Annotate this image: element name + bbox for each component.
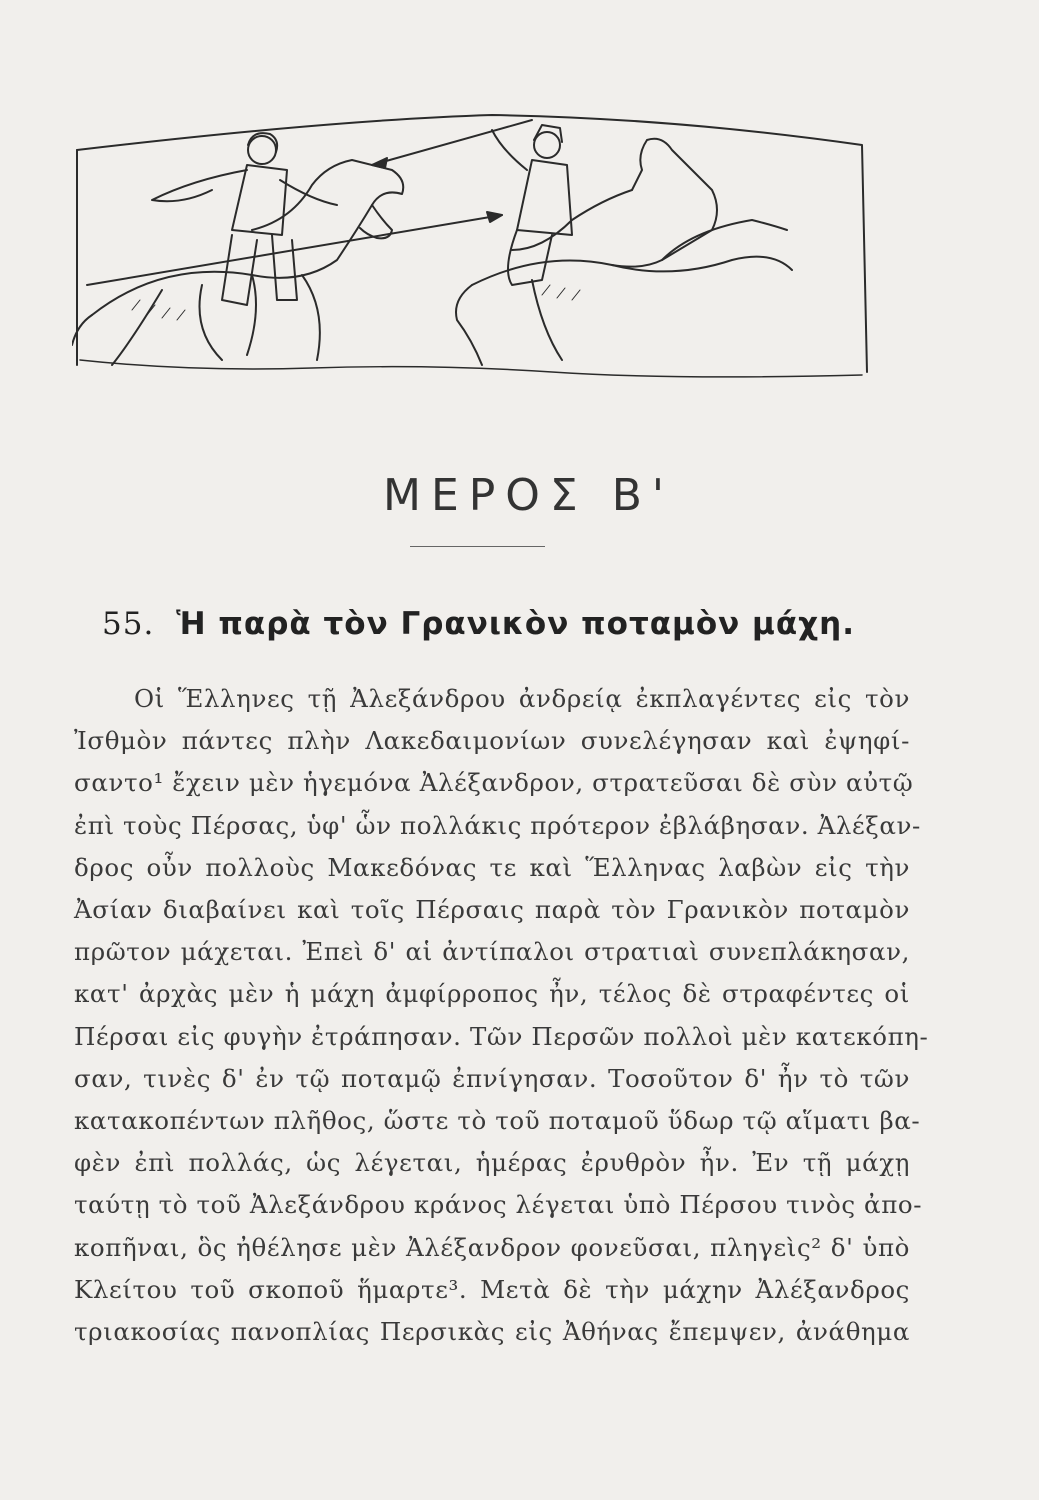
text-line: Πέρσαι εἰς φυγὴν ἐτράπησαν. Τῶν Περσῶν πολλοὶ μὲν κατεκόπη- — [74, 1021, 929, 1051]
text-line: Ἰσθμὸν πάντες πλὴν Λακεδαιμονίων συνελέγησαν καὶ ἐψηφί- — [74, 726, 910, 756]
text-line: ταύτῃ τὸ τοῦ Ἀλεξάνδρου κράνος λέγεται ὑπὸ Πέρσου τινὸς ἀπο- — [74, 1190, 923, 1220]
text-line: φὲν ἐπὶ πολλάς, ὡς λέγεται, ἡμέρας ἐρυθρὸν ἦν. Ἐν τῇ μάχῃ — [74, 1148, 910, 1178]
text-line: Κλείτου τοῦ σκοποῦ ἥμαρτε³. Μετὰ δὲ τὴν μάχην Ἀλέξανδρος — [74, 1274, 910, 1304]
text-line: τριακοσίας πανοπλίας Περσικὰς εἰς Ἀθήνας ἔπεμψεν, ἀνάθημα — [74, 1317, 910, 1347]
chapter-number: 55. — [102, 606, 155, 642]
part-heading: ΜΕΡΟΣ Β' — [383, 470, 674, 521]
text-line: σαντο¹ ἔχειν μὲν ἡγεμόνα Ἀλέξανδρον, στρατεῦσαι δὲ σὺν αὐτῷ — [74, 768, 914, 798]
chapter-heading — [102, 606, 902, 642]
text-line: κατακοπέντων πλῆθος, ὥστε τὸ τοῦ ποταμοῦ ὕδωρ τῷ αἵματι βα- — [74, 1106, 921, 1136]
body-text — [74, 678, 929, 1353]
text-line: κοπῆναι, ὃς ἠθέλησε μὲν Ἀλέξανδρον φονεῦσαι, πληγεὶς² δ' ὑπὸ — [74, 1232, 910, 1262]
battle-horsemen-icon — [72, 110, 872, 410]
text-line: πρῶτον μάχεται. Ἐπεὶ δ' αἱ ἀντίπαλοι στρατιαὶ συνεπλάκησαν, — [74, 937, 910, 967]
text-line: σαν, τινὲς δ' ἐν τῷ ποταμῷ ἐπνίγησαν. Τοσοῦτον δ' ἦν τὸ τῶν — [74, 1063, 910, 1093]
text-line: δρος οὖν πολλοὺς Μακεδόνας τε καὶ Ἕλληνας λαβὼν εἰς τὴν — [74, 852, 910, 882]
chapter-title: Ἡ παρὰ τὸν Γρανικὸν ποταμὸν μάχη. — [176, 606, 856, 642]
text-line: κατ' ἀρχὰς μὲν ἡ μάχη ἀμφίρροπος ἦν, τέλος δὲ στραφέντες οἱ — [74, 979, 910, 1009]
text-line: ἐπὶ τοὺς Πέρσας, ὑφ' ὧν πολλάκις πρότερον ἐβλάβησαν. Ἀλέξαν- — [74, 810, 921, 840]
heading-divider — [410, 546, 545, 547]
text-line: Ἀσίαν διαβαίνει καὶ τοῖς Πέρσαις παρὰ τὸν Γρανικὸν ποταμὸν — [74, 895, 910, 925]
text-line: Οἱ Ἕλληνες τῇ Ἀλεξάνδρου ἀνδρείᾳ ἐκπλαγέντες εἰς τὸν — [134, 684, 910, 713]
battle-illustration — [72, 110, 872, 410]
